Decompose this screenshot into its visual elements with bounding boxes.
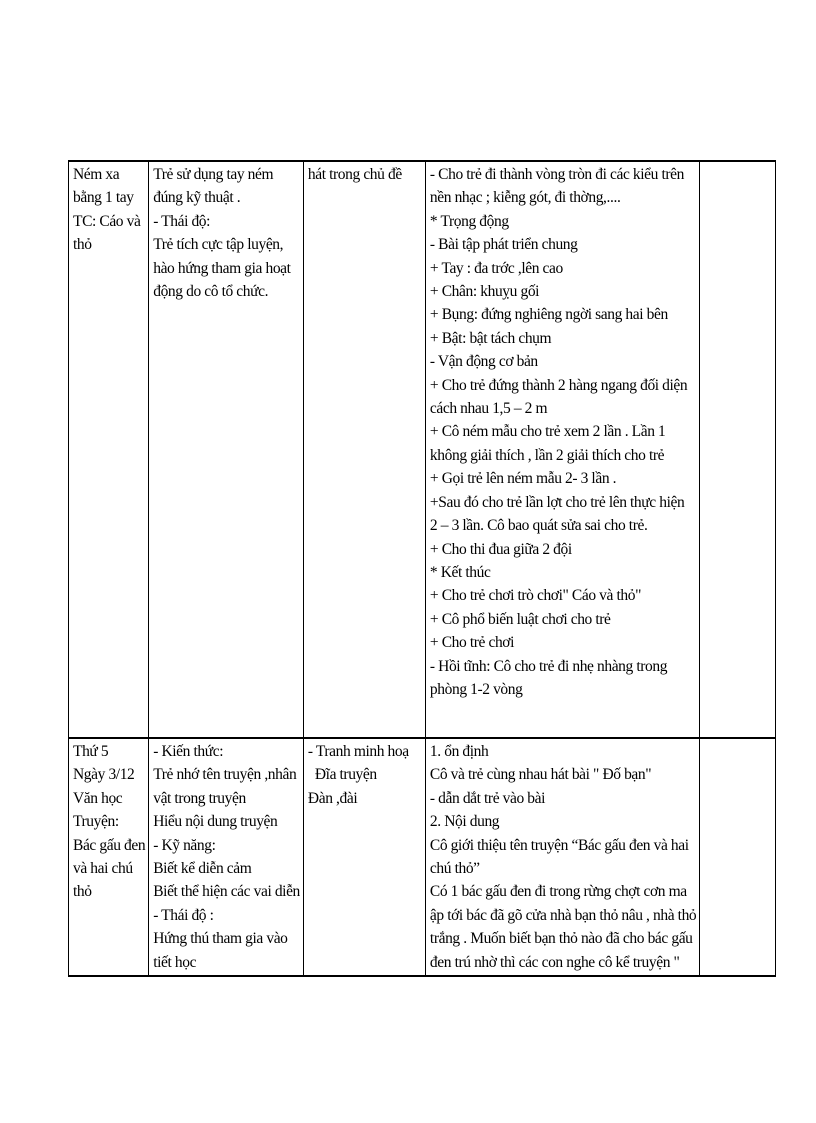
cell-line: Bác gấu đen: [73, 836, 146, 854]
cell-line: + Cô phổ biến luật chơi cho trẻ: [429, 610, 611, 628]
table-row: [69, 161, 776, 738]
activity-cell: [69, 161, 149, 738]
cell-line: + Chân: khuỵu gối: [429, 283, 540, 301]
cell-line: - Hồi tĩnh: Cô cho trẻ đi nhẹ nhàng trong: [429, 657, 668, 675]
cell-line: Biết thể hiện các vai diễn: [153, 883, 300, 901]
cell-line: - Cho trẻ đi thành vòng tròn đi các kiểu trên: [429, 166, 684, 183]
notes-cell: [700, 738, 776, 976]
cell-line: + Cho trẻ đứng thành 2 hàng ngang đối diện: [429, 376, 688, 394]
cell-line: Hiểu nội dung truyện: [153, 813, 278, 831]
cell-line: hát trong chủ đề: [307, 166, 402, 183]
cell-line: Cô và trẻ cùng nhau hát bài " Đố bạn": [429, 766, 652, 784]
cell-line: + Cho thi đua giữa 2 đội: [429, 540, 572, 558]
cell-line: - Thái độ:: [153, 212, 211, 230]
cell-line: Trẻ nhớ tên truyện ,nhân: [153, 766, 297, 784]
procedure-cell: [425, 738, 699, 976]
cell-line: - Tranh minh hoạ: [307, 743, 409, 760]
cell-line: Thứ 5: [73, 743, 109, 760]
cell-line: + Cô ném mẫu cho trẻ xem 2 lần . Lần 1: [429, 423, 666, 441]
cell-line: chú thỏ”: [429, 860, 480, 878]
cell-line: Ném xa: [73, 166, 120, 183]
lesson-plan-table: [68, 160, 776, 977]
cell-line: 1. ổn định: [429, 743, 489, 760]
cell-line: + Gọi trẻ lên ném mẫu 2- 3 lần .: [429, 470, 617, 488]
cell-line: đúng kỹ thuật .: [153, 189, 241, 207]
table-row: [69, 738, 776, 976]
cell-line: không giải thích , lần 2 giải thích cho trẻ: [429, 446, 665, 464]
cell-line: thỏ: [73, 236, 92, 254]
cell-line: đen trú nhờ thì các con nghe cô kể truyện ": [429, 953, 680, 971]
cell-line: - dẫn dắt trẻ vào bài: [429, 789, 546, 807]
cell-line: 2. Nội dung: [429, 813, 500, 831]
cell-line: phòng 1-2 vòng: [429, 680, 523, 698]
cell-line: cách nhau 1,5 – 2 m: [429, 400, 548, 418]
cell-line: Đĩa truyện: [307, 766, 377, 784]
cell-line: thỏ: [73, 883, 92, 901]
cell-line: + Bụng: đứng nghiêng ngời sang hai bên: [429, 306, 668, 324]
cell-line: TC: Cáo và: [73, 212, 141, 230]
cell-line: động do cô tổ chức.: [153, 283, 269, 301]
cell-line: Biết kể diễn cảm: [153, 860, 252, 878]
cell-line: - Bài tập phát triển chung: [429, 236, 578, 254]
cell-line: - Thái độ :: [153, 906, 214, 924]
cell-line: + Cho trẻ chơi trò chơi" Cáo và thỏ": [429, 587, 641, 605]
preparation-cell: [303, 738, 425, 976]
cell-line: 2 – 3 lần. Cô bao quát sửa sai cho trẻ.: [429, 517, 648, 535]
activity-cell: [69, 738, 149, 976]
cell-line: Đàn ,đài: [307, 789, 358, 807]
cell-line: Trẻ sử dụng tay ném: [153, 166, 274, 183]
objective-cell: [149, 738, 304, 976]
cell-line: + Bật: bật tách chụm: [429, 329, 552, 347]
cell-line: - Vận động cơ bản: [429, 353, 538, 371]
procedure-cell: [425, 161, 699, 738]
cell-line: * Kết thúc: [429, 563, 491, 581]
notes-cell: [700, 161, 776, 738]
cell-line: tiết học: [153, 953, 197, 971]
cell-line: Cô giới thiệu tên truyện “Bác gấu đen và hai: [429, 836, 689, 854]
cell-line: - Kỹ năng:: [153, 836, 216, 854]
cell-line: và hai chú: [73, 860, 133, 878]
cell-line: +Sau đó cho trẻ lần lợt cho trẻ lên thực hiện: [429, 493, 685, 511]
cell-line: vật trong truyện: [153, 789, 246, 807]
cell-line: Văn học: [73, 789, 123, 807]
cell-line: hào hứng tham gia hoạt: [153, 259, 291, 277]
cell-line: Trẻ tích cực tập luyện,: [153, 236, 284, 254]
cell-line: + Tay : đa trớc ,lên cao: [429, 259, 563, 277]
cell-line: Ngày 3/12: [73, 766, 135, 784]
cell-line: Có 1 bác gấu đen đi trong rừng chợt cơn ma: [429, 883, 687, 901]
cell-line: * Trọng động: [429, 212, 509, 230]
cell-line: Truyện:: [73, 813, 119, 831]
cell-line: ập tới bác đã gõ cửa nhà bạn thỏ nâu , nhà thỏ: [429, 906, 697, 924]
objective-cell: [149, 161, 304, 738]
cell-line: trắng . Muốn biết bạn thỏ nào đã cho bác gấu: [429, 930, 693, 948]
cell-line: + Cho trẻ chơi: [429, 634, 515, 652]
cell-line: - Kiến thức:: [153, 743, 224, 760]
cell-line: nền nhạc ; kiễng gót, đi thờng,....: [429, 189, 621, 207]
cell-line: bằng 1 tay: [73, 189, 134, 207]
cell-line: Hứng thú tham gia vào: [153, 930, 288, 948]
preparation-cell: [303, 161, 425, 738]
